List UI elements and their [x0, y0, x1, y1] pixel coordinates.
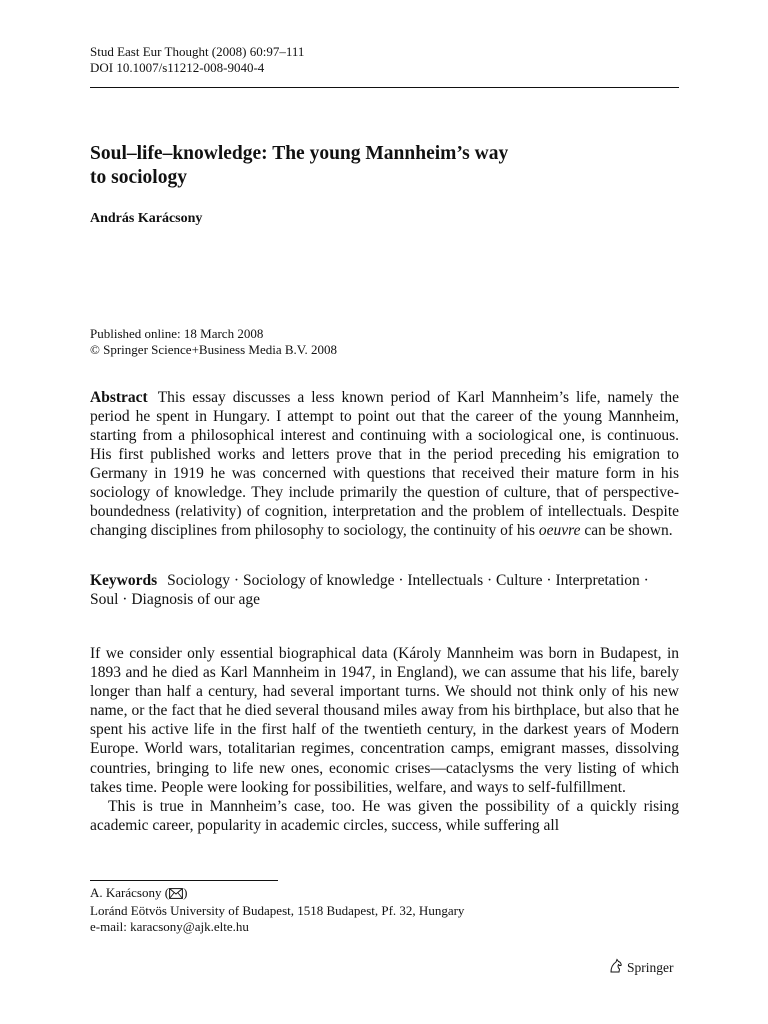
article-title [90, 142, 650, 190]
body-text [90, 644, 679, 835]
title-line-2: to sociology [90, 167, 187, 188]
running-header [90, 44, 678, 76]
body-paragraph-1: If we consider only essential biographical data (Károly Mannheim was born in Budapest, in 1893 and he died as Karl Mannheim in 1947, in England), we can assume that his life, barely longer than half a century, had several important turns. We should not think only of his new name, or the fact that he died several thousand miles away from his birthplace, but also that he spent his active life in the first half of the twentieth century, in the darkest years of Modern Europe. World wars, totalitarian regimes, concentration camps, emigrant masses, dissolving countries, bringing to life new ones, economic crises—cataclysms the very listing of which takes time. People were looking for possibilities, welfare, and ways to self-fulfillment. [90, 645, 679, 796]
keywords [90, 571, 679, 609]
doi: DOI 10.1007/s11212-008-9040-4 [90, 60, 265, 75]
footnote-affiliation: Loránd Eötvös University of Budapest, 1518 Budapest, Pf. 32, Hungary [90, 903, 465, 918]
author-name: András Karácsony [90, 211, 203, 226]
header-divider [90, 87, 679, 88]
title-line-1: Soul–life–knowledge: The young Mannheim’s way [90, 143, 509, 164]
keywords-label: Keywords [90, 572, 158, 589]
springer-horse-icon [608, 958, 624, 978]
journal-citation: Stud East Eur Thought (2008) 60:97–111 [90, 44, 305, 59]
publisher-name: Springer [627, 960, 674, 975]
footnote-email: e-mail: karacsony@ajk.elte.hu [90, 919, 249, 934]
footnote-author-suffix: ) [183, 885, 188, 900]
abstract-italic: oeuvre [538, 522, 581, 539]
publication-info [90, 326, 337, 358]
abstract-text-end: can be shown. [584, 522, 673, 539]
keywords-list: Sociology · Sociology of knowledge · Intellectuals · Culture · Interpretation · Soul · Diagnosis of our age [90, 572, 649, 608]
envelope-icon [169, 887, 183, 903]
footnote-author [90, 885, 464, 903]
publisher-logo [608, 958, 674, 978]
footnote-author-prefix: A. Karácsony ( [90, 885, 170, 900]
published-online: Published online: 18 March 2008 [90, 326, 264, 341]
abstract-label: Abstract [90, 389, 148, 406]
abstract [90, 388, 679, 540]
footnote-divider [90, 880, 278, 881]
footnote [90, 885, 464, 935]
copyright-notice: © Springer Science+Business Media B.V. 2008 [90, 342, 337, 357]
body-paragraph-2: This is true in Mannheim’s case, too. He was given the possibility of a quickly rising academic career, popularity in academic circles, success, while suffering all [90, 797, 679, 834]
abstract-text: This essay discusses a less known period of Karl Mannheim’s life, namely the period he spent in Hungary. I attempt to point out that the career of the young Mannheim, starting from a philosophical interest and continuing with a sociological one, is continuous. His first published works and letters prove that in the period preceding his emigration to Germany in 1919 he was concerned with questions that received their mature form in his sociology of knowledge. They include primarily the question of culture, that of perspective-boundedness (relativity) of cognition, interpretation and the problem of intellectuals. Despite changing disciplines from philosophy to sociology, the continuity of his [90, 389, 679, 539]
